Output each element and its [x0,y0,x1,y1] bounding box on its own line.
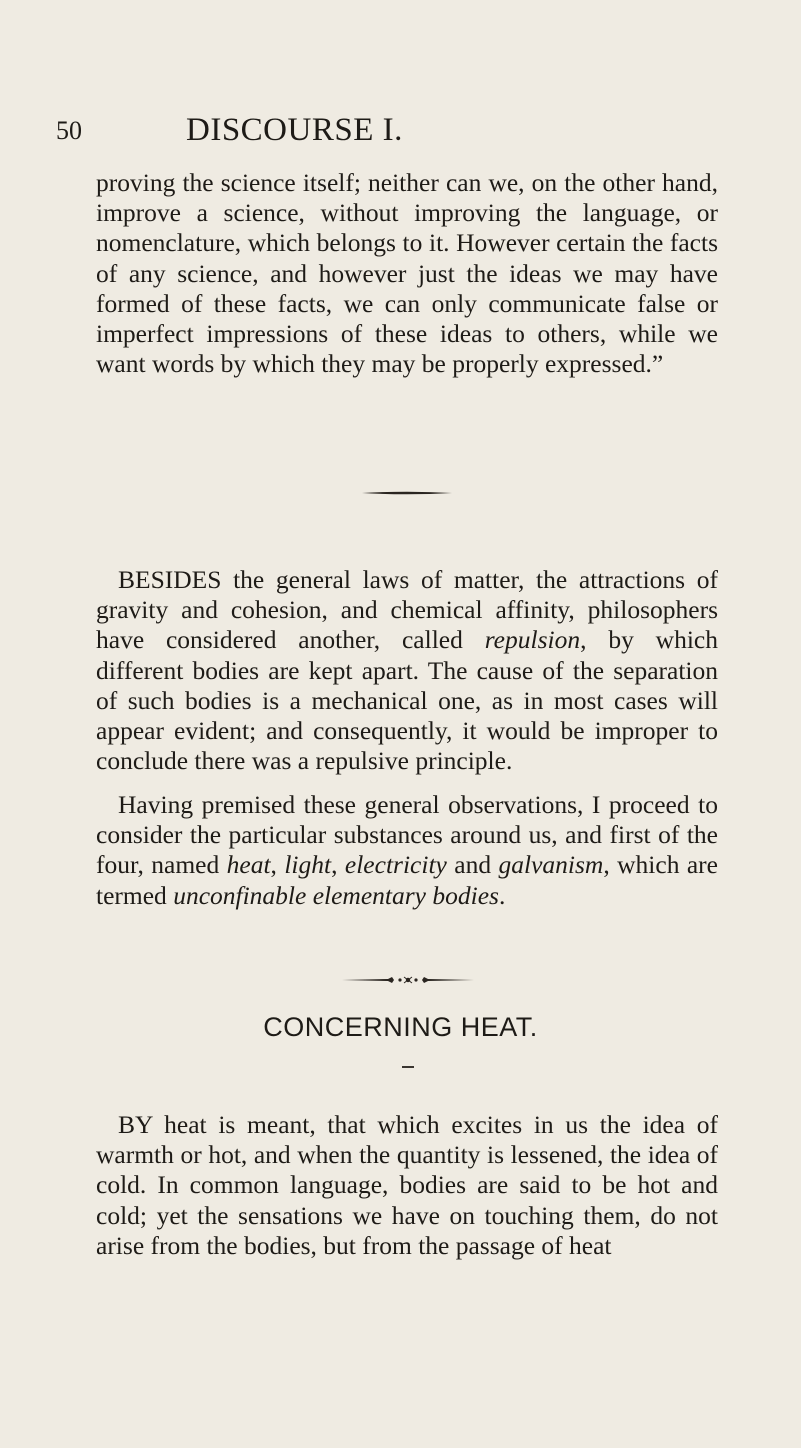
term-light: light [284,850,332,880]
paragraph-1: proving the science itself; neither can we, on the other hand, improve a science, without improving the language, or nomenclature, which belongs to it. However certain the facts of any science, and however just the ideas we may have formed of these facts, we can only communicate false or imperfect impressions of these ideas to others, while we want words by which they may be properly expressed.” [96,168,718,379]
ornamental-rule [362,491,452,495]
paragraph-2 [96,565,718,776]
paragraph-2-text-a: BESIDES the general laws of matter, the attractions of gravity and cohesion, and chemical affinity, philosophers have considered another, called [96,565,718,655]
term-galvanism: galvanism [498,850,604,880]
paragraph-3-text-a: Having premised these general observations, I proceed to consider the particular substances around us, and first of the four, named [96,790,718,880]
page-number: 50 [56,116,82,145]
term-unconfinable-elementary-bodies: unconfinable elementary bodies [173,880,499,910]
section-title: CONCERNING HEAT. [263,1012,538,1042]
term-repulsion: repulsion [484,625,581,655]
separator-5: . [498,880,506,910]
separator-4: , which are termed [96,850,718,910]
separator-1: , [270,850,285,880]
paragraph-2-text-c: , by which different bodies are kept apart. The cause of the separation of such bodies is a mechanical one, as in most cases will appear evident; and consequently, it would be improper to conclude there was a repulsive principle. [96,625,718,776]
ornamental-divider [342,975,474,985]
page-header [56,112,756,156]
paragraph-3 [96,790,718,911]
separator-2: , [331,850,345,880]
term-heat: heat [226,850,271,880]
title-dash [402,1066,414,1068]
separator-3: and [446,850,499,880]
running-head: DISCOURSE I. [186,112,403,148]
term-electricity: electricity [344,850,447,880]
paragraph-4: BY heat is meant, that which excites in us the idea of warmth or hot, and when the quantity is lessened, the idea of cold. In common language, bodies are said to be hot and cold; yet the sensations we have on touching them, do not arise from the bodies, but from the passage of heat [96,1110,718,1260]
